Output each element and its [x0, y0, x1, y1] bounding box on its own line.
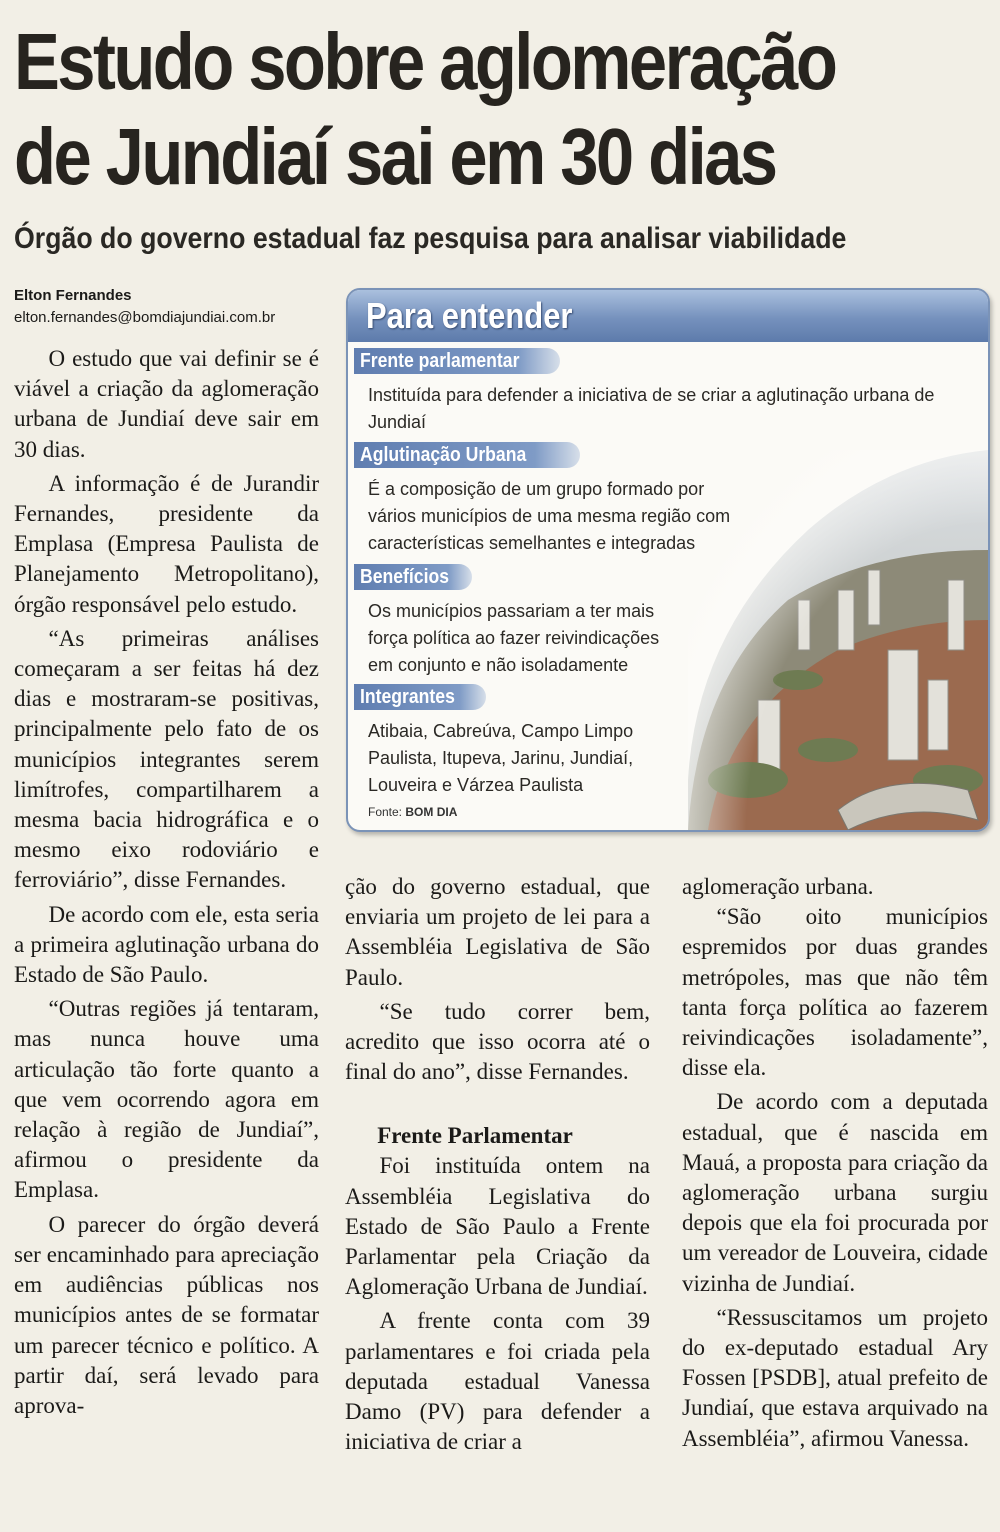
section-tab-integrantes: Integrantes — [354, 684, 486, 710]
article-column-2 — [345, 872, 650, 1457]
paragraph: Foi instituída ontem na Assembléia Legislativa do Estado de São Paulo a Frente Parlamentar pela Criação da Aglomeração Urbana de Jundiaí. — [345, 1153, 650, 1300]
section-tab-aglutinacao-urbana: Aglutinação Urbana — [354, 442, 580, 468]
headline-line-2: de Jundiaí sai em 30 dias — [14, 112, 776, 201]
author-name: Elton Fernandes — [14, 287, 132, 304]
subheading-frente-parlamentar: Frente Parlamentar — [377, 1123, 573, 1149]
paragraph: De acordo com a deputada estadual, que é nascida em Mauá, a proposta para criação da aglomeração urbana surgiu depois que ela foi procurada por um vereador de Louveira, cidade vizinha de Jundiaí. — [682, 1089, 988, 1296]
paragraph: De acordo com ele, esta seria a primeira aglutinação urbana do Estado de São Paulo. — [14, 901, 319, 988]
article-column-3 — [682, 872, 988, 1454]
info-box-source: Fonte: BOM DIA — [368, 805, 458, 819]
section-text: Os municípios passariam a ter mais força política ao fazer reivindicações em conjunto e não isoladamente — [368, 601, 660, 675]
paragraph: “Se tudo correr bem, acredito que isso ocorra até o final do ano”, disse Fernandes. — [345, 998, 650, 1085]
author-email: elton.fernandes@bomdiajundiai.com.br — [14, 309, 276, 326]
paragraph: A informação é de Jurandir Fernandes, presidente da Emplasa (Empresa Paulista de Planejamento Metropolitano), órgão responsável pelo estudo. — [14, 470, 319, 617]
paragraph: ção do governo estadual, que enviaria um projeto de lei para a Assembléia Legislativa de São Paulo. — [345, 874, 650, 990]
article-column-1 — [14, 344, 319, 1421]
paragraph: A frente conta com 39 parlamentares e foi criada pela deputada estadual Vanessa Damo (PV) para defender a iniciativa de criar a — [345, 1308, 650, 1455]
section-tab-frente-parlamentar: Frente parlamentar — [354, 348, 560, 374]
info-box-title: Para entender — [366, 295, 573, 336]
section-tab-beneficios: Benefícios — [354, 564, 472, 590]
paragraph: “São oito municípios espremidos por duas grandes metrópoles, mas que não têm tanta força política ao fazerem reivindicações isoladamente”, disse ela. — [682, 904, 988, 1081]
info-box-para-entender — [346, 288, 990, 832]
paragraph: O parecer do órgão deverá ser encaminhado para apreciação em audiências públicas nos municípios antes de se formatar um parecer técnico e político. A partir daí, será levado para aprova- — [14, 1211, 319, 1418]
info-box-header — [348, 290, 988, 342]
paragraph: “Outras regiões já tentaram, mas nunca houve uma articulação tão forte quanto a que vem ocorrendo agora em relação à região de Jundiaí”, afirmou o presidente da Emplasa. — [14, 996, 319, 1203]
section-text: É a composição de um grupo formado por vários municípios de uma mesma região com características semelhantes e integradas — [368, 479, 731, 553]
paragraph: aglomeração urbana. — [682, 874, 874, 899]
section-text: Atibaia, Cabreúva, Campo Limpo Paulista, Itupeva, Jarinu, Jundiaí, Louveira e Várzea Paulista — [368, 721, 634, 795]
section-text: Instituída para defender a iniciativa de se criar a aglutinação urbana de Jundiaí — [368, 385, 935, 432]
paragraph: “As primeiras análises começaram a ser feitas há dez dias e mostraram-se positivas, principalmente pelo fato de os municípios integrantes serem limítrofes, compartilharem a mesma bacia hidrográfica e o mesmo eixo rodoviário e ferroviário”, disse Fernandes. — [14, 625, 319, 893]
subheadline: Órgão do governo estadual faz pesquisa para analisar viabilidade — [14, 222, 847, 255]
headline-line-1: Estudo sobre aglomeração — [14, 17, 836, 106]
headline — [14, 14, 853, 204]
paragraph: “Ressuscitamos um projeto do ex-deputado estadual Ary Fossen [PSDB], atual prefeito de Jundiaí, que estava arquivado na Assembléia”, afirmou Vanessa. — [682, 1304, 988, 1451]
byline — [14, 285, 275, 329]
paragraph: O estudo que vai definir se é viável a criação da aglomeração urbana de Jundiaí deve sair em 30 dias. — [14, 346, 319, 462]
